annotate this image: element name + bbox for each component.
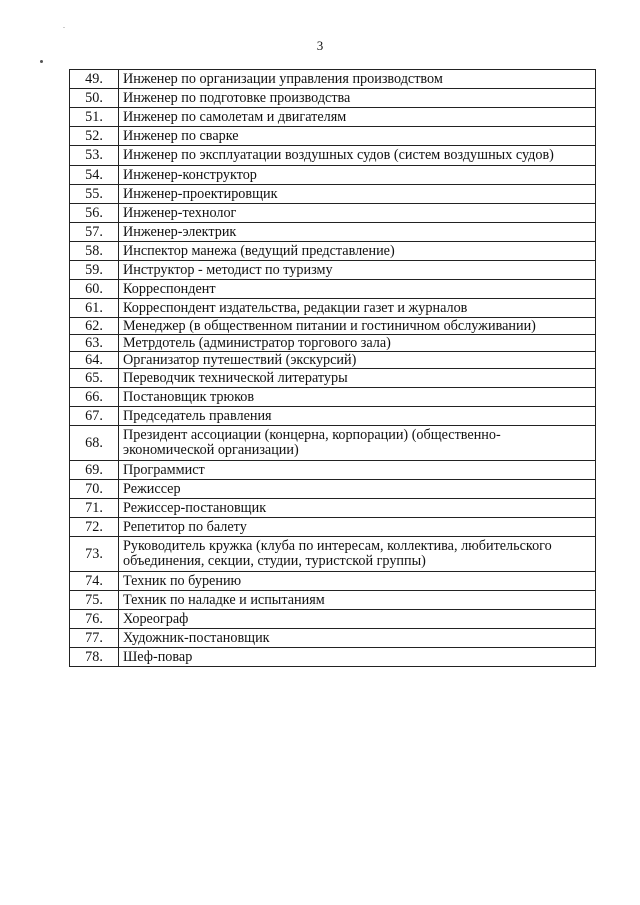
table-row xyxy=(70,426,596,461)
row-number: 60. xyxy=(70,280,119,299)
profession-name: Инженер-проектировщик xyxy=(119,185,596,204)
row-number: 78. xyxy=(70,648,119,667)
row-number: 76. xyxy=(70,610,119,629)
table-row xyxy=(70,166,596,185)
profession-name: Режиссер-постановщик xyxy=(119,499,596,518)
table-row xyxy=(70,261,596,280)
profession-name: Инженер-конструктор xyxy=(119,166,596,185)
row-number: 61. xyxy=(70,299,119,318)
row-number: 63. xyxy=(70,335,119,352)
row-number: 74. xyxy=(70,572,119,591)
profession-table xyxy=(69,69,596,667)
table-row xyxy=(70,499,596,518)
table-row xyxy=(70,591,596,610)
table-row xyxy=(70,537,596,572)
profession-name: Инструктор - методист по туризму xyxy=(119,261,596,280)
profession-name: Техник по бурению xyxy=(119,572,596,591)
table-row xyxy=(70,223,596,242)
profession-name: Организатор путешествий (экскурсий) xyxy=(119,352,596,369)
scan-speck xyxy=(40,60,43,63)
table-row xyxy=(70,629,596,648)
row-number: 72. xyxy=(70,518,119,537)
row-number: 69. xyxy=(70,461,119,480)
table-row xyxy=(70,572,596,591)
page-number: 3 xyxy=(316,38,324,53)
table-row xyxy=(70,369,596,388)
profession-name: Корреспондент издательства, редакции газет и журналов xyxy=(119,299,596,318)
table-row xyxy=(70,335,596,352)
row-number: 75. xyxy=(70,591,119,610)
profession-name: Метрдотель (администратор торгового зала) xyxy=(119,335,596,352)
table-row xyxy=(70,204,596,223)
table-row xyxy=(70,89,596,108)
row-number: 62. xyxy=(70,318,119,335)
table-row xyxy=(70,127,596,146)
table-row xyxy=(70,299,596,318)
profession-name: Режиссер xyxy=(119,480,596,499)
table-row xyxy=(70,70,596,89)
row-number: 71. xyxy=(70,499,119,518)
row-number: 77. xyxy=(70,629,119,648)
table-row xyxy=(70,388,596,407)
table-row xyxy=(70,146,596,166)
profession-name: Президент ассоциации (концерна, корпорации) (общественно-экономической организации) xyxy=(119,426,596,461)
table-row xyxy=(70,461,596,480)
profession-name: Инженер по подготовке производства xyxy=(119,89,596,108)
profession-name: Инженер по эксплуатации воздушных судов (систем воздушных судов) xyxy=(119,146,596,166)
table-row xyxy=(70,318,596,335)
profession-name: Инженер по организации управления производством xyxy=(119,70,596,89)
row-number: 65. xyxy=(70,369,119,388)
profession-name: Корреспондент xyxy=(119,280,596,299)
profession-name: Руководитель кружка (клуба по интересам, коллектива, любительского объединения, секции, студии, туристской группы) xyxy=(119,537,596,572)
table-row xyxy=(70,352,596,369)
row-number: 59. xyxy=(70,261,119,280)
profession-name: Репетитор по балету xyxy=(119,518,596,537)
row-number: 73. xyxy=(70,537,119,572)
table-row xyxy=(70,242,596,261)
table-row xyxy=(70,610,596,629)
table-row xyxy=(70,280,596,299)
row-number: 56. xyxy=(70,204,119,223)
table-row xyxy=(70,407,596,426)
row-number: 54. xyxy=(70,166,119,185)
profession-name: Хореограф xyxy=(119,610,596,629)
row-number: 64. xyxy=(70,352,119,369)
profession-name: Председатель правления xyxy=(119,407,596,426)
profession-name: Переводчик технической литературы xyxy=(119,369,596,388)
profession-name: Программист xyxy=(119,461,596,480)
row-number: 68. xyxy=(70,426,119,461)
scan-speck xyxy=(63,27,65,28)
row-number: 57. xyxy=(70,223,119,242)
row-number: 51. xyxy=(70,108,119,127)
table-row xyxy=(70,648,596,667)
row-number: 50. xyxy=(70,89,119,108)
profession-name: Инженер по самолетам и двигателям xyxy=(119,108,596,127)
profession-table-body xyxy=(70,70,596,667)
row-number: 67. xyxy=(70,407,119,426)
table-row xyxy=(70,185,596,204)
row-number: 58. xyxy=(70,242,119,261)
profession-name: Шеф-повар xyxy=(119,648,596,667)
profession-name: Менеджер (в общественном питании и гостиничном обслуживании) xyxy=(119,318,596,335)
row-number: 52. xyxy=(70,127,119,146)
table-row xyxy=(70,480,596,499)
table-row xyxy=(70,108,596,127)
row-number: 66. xyxy=(70,388,119,407)
profession-name: Инженер-электрик xyxy=(119,223,596,242)
row-number: 55. xyxy=(70,185,119,204)
row-number: 53. xyxy=(70,146,119,166)
profession-name: Техник по наладке и испытаниям xyxy=(119,591,596,610)
profession-name: Инспектор манежа (ведущий представление) xyxy=(119,242,596,261)
row-number: 70. xyxy=(70,480,119,499)
profession-name: Постановщик трюков xyxy=(119,388,596,407)
table-row xyxy=(70,518,596,537)
profession-name: Инженер-технолог xyxy=(119,204,596,223)
profession-name: Художник-постановщик xyxy=(119,629,596,648)
profession-name: Инженер по сварке xyxy=(119,127,596,146)
row-number: 49. xyxy=(70,70,119,89)
